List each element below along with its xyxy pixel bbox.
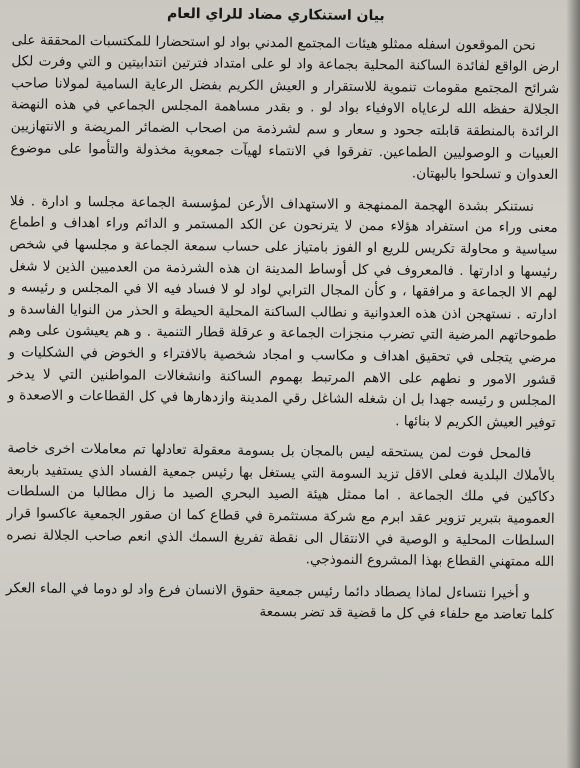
document-body: [6, 2, 560, 627]
document-title: بيان استنكاري مضاد للراي العام: [167, 5, 385, 25]
page-edge-shadow: [566, 0, 580, 768]
paragraph-shop-lease: فالمحل فوت لمن يستحقه ليس بالمجان بل بسومة معقولة تعادلها تم معاملات اخرى خاصة بالأملاك البلدية فعلى الاقل تزيد السومة التي يستغل بها رئيس جمعية الفساد الذي يستفيد باربعة دكاكين في ملك الجماعة . اما ممثل هيئة الصيد البحري الصيد ما زال مطالبا من السلطات العمومية بتبرير تزوير عقد ابرم مع شركة مستثمرة في قطاع كما ان صقور الجمعية عاكسوا قرار السلطات المحلية و الوصية في الانتقال الى نقطة تفريغ السمك الذي انعم صاحب الجلالة نصره الله ممتهني القطاع بهذا المشروع النموذجي.: [6, 440, 556, 571]
paragraph-closing: و أخيرا نتساءل لماذا يصطاد دائما رئيس جمعية حقوق الانسان فرع واد لو دوما في الماء العكر كلما تعاضد مع حلفاء في كل ما قضية قد تضر بسمعة: [5, 580, 554, 624]
paragraph-intro: نحن الموقعون اسفله ممثلو هيئات المجتمع المدني بواد لو استحضارا للمكتسبات المحققة على ارض الواقع لفائدة الساكنة المحلية بجماعة واد لو على امتداد فترتين انتدابيتين و التي وفرت لكل شرائح المجتمع مقومات تنموية للاستقرار و العيش الكريم بفضل الرعاية السامية لمولانا صاحب الجلالة حفظه الله لرعاياه الاوفياء بواد لو . و بقدر مساهمة المجلس الجماعي في هذه النهضة الرائدة بالمنطقة قابلته جحود و سعار و سم لشرذمة من اصحاب الضمائر المريضة و الانتهازيين العبيات و الوصوليين الطماعين. تفرقوا في الانتماء لهيآت جمعوية مخذولة والتأموا على موضوع العدوان و تسلحوا بالبهتان.: [10, 31, 560, 184]
paragraph-denunciation: نستنكر بشدة الهجمة الممنهجة و الاستهداف الأرعن لمؤسسة الجماعة مجلسا و ادارة . فلا معنى وراء من استفراد هؤلاء ممن لا يترنحون عن الكد المستمر و الدائم وراء اهداف و اطماع سياسية و محاولة تكريس للريع او الفوز بامتياز على حساب سمعة الجماعة و مجلسها في شخص رئيسها و ادارتها . فالمعروف في كل أوساط المدينة ان هذه الشرذمة من العدميين الذين لا شغل لهم الا الجماعة و مرافقها ، و كأن المجال الترابي لواد لو لا فساد فيه الا في المجلس و رئيسه و ادارته . نستهجن اذن هذه العدوانية و نطالب الساكنة المحلية الحيطة و الحذر من النوايا الفاسدة و طموحاتهم المرضية التي تضرب منجزات الجماعة و عرقلة قطار التنمية . و هم يعيشون على وهم مرضي يتجلى في تحقيق اهداف و مكاسب و امجاد شخصية بالافتراء و الخوض في الشكليات و قشور الامور و نطهم على الاهم المرتبط بهموم الساكنة وانشغالات المواطنين التي لا يدخر المجلس و رئيسه جهدا بل ان شغله الشاغل رقي المدينة وازدهارها في كل القطاعات و الاصعدة و توفير العيش الكريم لا بنائها .: [7, 193, 558, 431]
